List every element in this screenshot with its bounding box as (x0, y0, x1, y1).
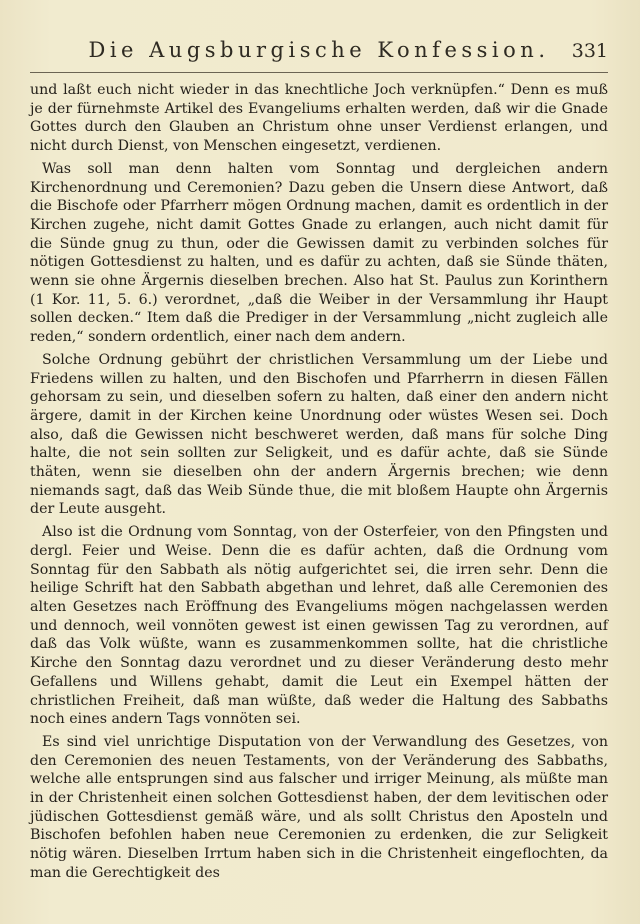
body-text (30, 81, 608, 883)
running-title: Die Augsburgische Konfession. (88, 38, 550, 62)
page-number: 331 (571, 40, 608, 62)
paragraph: und laßt euch nicht wieder in das knechtliche Joch verknüpfen.“ Denn es muß je der fürnehmste Artikel des Evangeliums erhalten werden, daß wir die Gnade Gottes durch den Glauben an Christum ohne unser Verdienst erlangen, und nicht durch Dienst, von Menschen eingesetzt, verdienen. (30, 82, 608, 155)
paragraph: Was soll man denn halten vom Sonntag und dergleichen andern Kirchenordnung und Ceremonien? Dazu geben die Unsern diese Antwort, daß die Bischofe oder Pfarrherr mögen Ordnung machen, damit es ordentlich in der Kirchen zugehe, nicht damit Gottes Gnade zu erlangen, auch nicht damit für die Sünde gnug zu thun, oder die Gewissen damit zu verbinden solches für nötigen Gottesdienst zu halten, und es dafür zu achten, daß sie Sünde thäten, wenn sie ohne Ärgernis dieselben brechen. Also hat St. Paulus zun Korinthern (1 Kor. 11, 5. 6.) verordnet, „daß die Weiber in der Versammlung ihr Haupt sollen decken.“ Item daß die Prediger in der Versammlung „nicht zugleich alle reden,“ sondern ordentlich, einer nach dem andern. (30, 160, 608, 346)
paragraph: Also ist die Ordnung vom Sonntag, von der Osterfeier, von den Pfingsten und dergl. Feier und Weise. Denn die es dafür achten, daß die Ordnung vom Sonntag für den Sabbath als nötig aufgerichtet sei, die irren sehr. Denn die heilige Schrift hat den Sabbath abgethan und lehret, daß alle Ceremonien des alten Gesetzes nach Eröffnung des Evangeliums mögen nachgelassen werden und dennoch, weil vonnöten gewest ist einen gewissen Tag zu verordnen, auf daß das Volk wüßte, wann es zusammenkommen sollte, hat die christliche Kirche den Sonntag dazu verordnet und zu dieser Veränderung desto mehr Gefallens und Willens gehabt, damit die Leut ein Exempel hätten der christlichen Freiheit, daß man wüßte, daß weder die Haltung des Sabbaths noch eines andern Tags vonnöten sei. (30, 524, 608, 728)
header-rule (30, 72, 608, 73)
paragraph: Es sind viel unrichtige Disputation von der Verwandlung des Gesetzes, von den Ceremonien des neuen Testaments, von der Veränderung des Sabbaths, welche alle entsprungen sind aus falscher und irriger Meinung, als müßte man in der Christenheit einen solchen Gottesdienst haben, der dem levitischen oder jüdischen Gottesdienst gemäß wäre, und als sollt Christus den Aposteln und Bischofen befohlen haben neue Ceremonien zu erdenken, die zur Seligkeit nötig wären. Dieselben Irrtum haben sich in die Christenheit eingeflochten, da man die Gerechtigkeit des (30, 733, 608, 881)
paragraph: Solche Ordnung gebührt der christlichen Versammlung um der Liebe und Friedens willen zu halten, und den Bischofen und Pfarrherrn in diesen Fällen gehorsam zu sein, und dieselben sofern zu halten, daß einer den andern nicht ärgere, damit in der Kirchen keine Unordnung oder wüstes Wesen sei. Doch also, daß die Gewissen nicht beschweret werden, daß mans für solche Ding halte, die not sein sollten zur Seligkeit, und es dafür achte, daß sie Sünde thäten, wenn sie dieselben ohn der andern Ärgernis brechen; wie denn niemands sagt, daß das Weib Sünde thue, die mit bloßem Haupte ohn Ärgernis der Leute ausgeht. (30, 351, 608, 518)
running-header (30, 38, 608, 68)
